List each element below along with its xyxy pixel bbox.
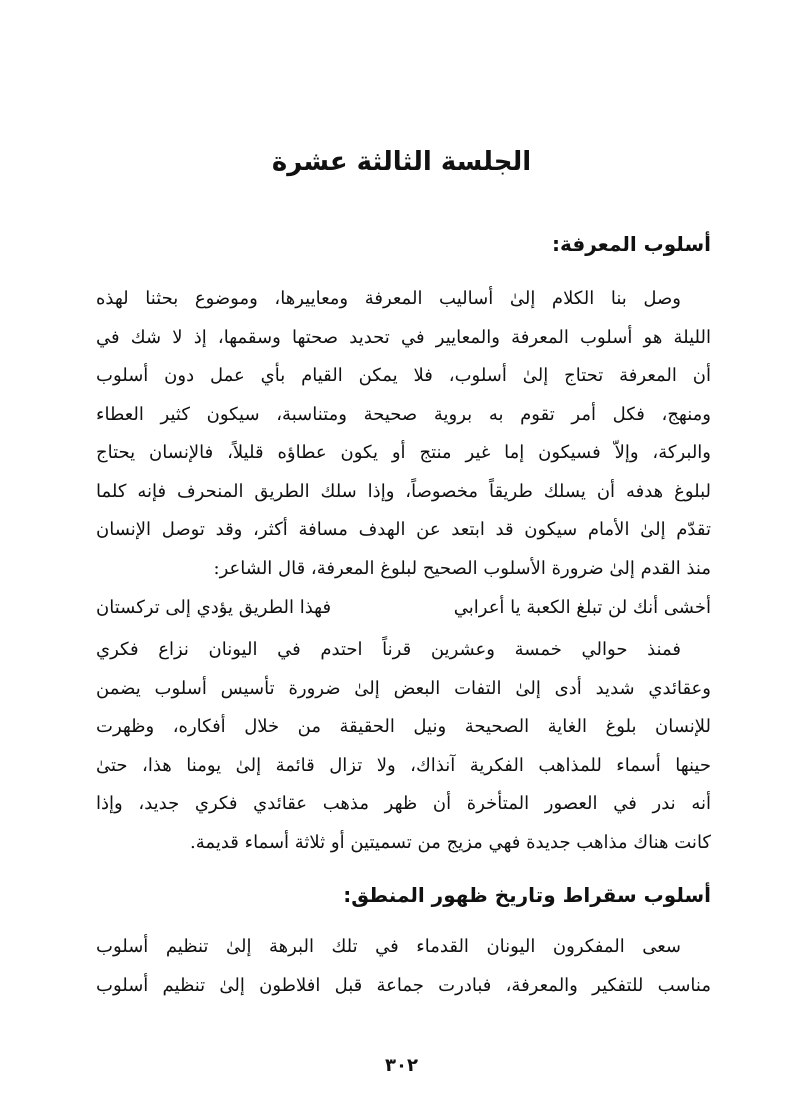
verse-first-hemistich: أخشى أنك لن تبلغ الكعبة يا أعرابي — [453, 597, 711, 618]
verse-second-hemistich: فهذا الطريق يؤدي إلى تركستان — [96, 597, 332, 618]
paragraph-line: حينها أسماء للمذاهب الفكرية آنذاك، ولا تزال قائمة إلىٰ يومنا هذا، حتىٰ — [96, 754, 711, 776]
poetry-verse — [96, 589, 711, 627]
section-heading-knowledge-method: أسلوب المعرفة: — [551, 232, 711, 256]
paragraph-line: فمنذ حوالي خمسة وعشرين قرناً احتدم في اليونان نزاع فكري — [96, 639, 681, 660]
paragraph-line: والبركة، وإلاّ فسيكون إما غير منتج أو يكون عطاؤه قليلاً، فالإنسان يحتاج — [96, 442, 711, 463]
paragraph-line: سعى المفكرون اليونان القدماء في تلك البرهة إلىٰ تنظيم أسلوب — [96, 936, 681, 957]
paragraph-knowledge-method — [96, 280, 711, 588]
section-heading-socrates-logic: أسلوب سقراط وتاريخ ظهور المنطق: — [343, 883, 711, 907]
paragraph-line: تقدّم إلىٰ الأمام سيكون قد ابتعد عن الهدف مسافة أكثر، وقد توصل الإنسان — [96, 519, 711, 540]
paragraph-line: كانت هناك مذاهب جديدة فهي مزيج من تسميتين أو ثلاثة أسماء قديمة. — [190, 831, 711, 853]
paragraph-line: وعقائدي شديد أدى إلىٰ التفات البعض إلىٰ ضرورة تأسيس أسلوب يضمن — [96, 677, 711, 699]
page-number: ٣٠٢ — [385, 1055, 418, 1076]
paragraph-line: أنه ندر في العصور المتأخرة أن ظهر مذهب عقائدي فكري جديد، وإذا — [96, 793, 711, 814]
chapter-title: الجلسة الثالثة عشرة — [271, 147, 532, 177]
paragraph-line: للإنسان بلوغ الغاية الصحيحة ونيل الحقيقة من خلال أفكاره، وظهرت — [96, 716, 711, 737]
paragraph-socrates-logic — [96, 928, 711, 1005]
paragraph-line: أن المعرفة تحتاج إلىٰ أسلوب، فلا يمكن القيام بأي عمل دون أسلوب — [96, 365, 711, 386]
paragraph-line: الليلة هو أسلوب المعرفة والمعايير في تحديد صحتها وسقمها، إذ لا شك في — [96, 326, 711, 348]
paragraph-line: وصل بنا الكلام إلىٰ أساليب المعرفة ومعاييرها، وموضوع بحثنا لهذه — [96, 288, 681, 309]
paragraph-greek-dispute — [96, 631, 711, 862]
paragraph-line: لبلوغ هدفه أن يسلك طريقاً مخصوصاً، وإذا سلك الطريق المنحرف فإنه كلما — [96, 480, 711, 502]
paragraph-line: ومنهج، فكل أمر تقوم به بروية صحيحة ومتناسبة، سيكون كثير العطاء — [96, 403, 711, 425]
paragraph-line: منذ القدم إلىٰ ضرورة الأسلوب الصحيح لبلوغ المعرفة، قال الشاعر: — [213, 557, 711, 579]
paragraph-line: مناسب للتفكير والمعرفة، فبادرت جماعة قبل افلاطون إلىٰ تنظيم أسلوب — [96, 974, 711, 996]
